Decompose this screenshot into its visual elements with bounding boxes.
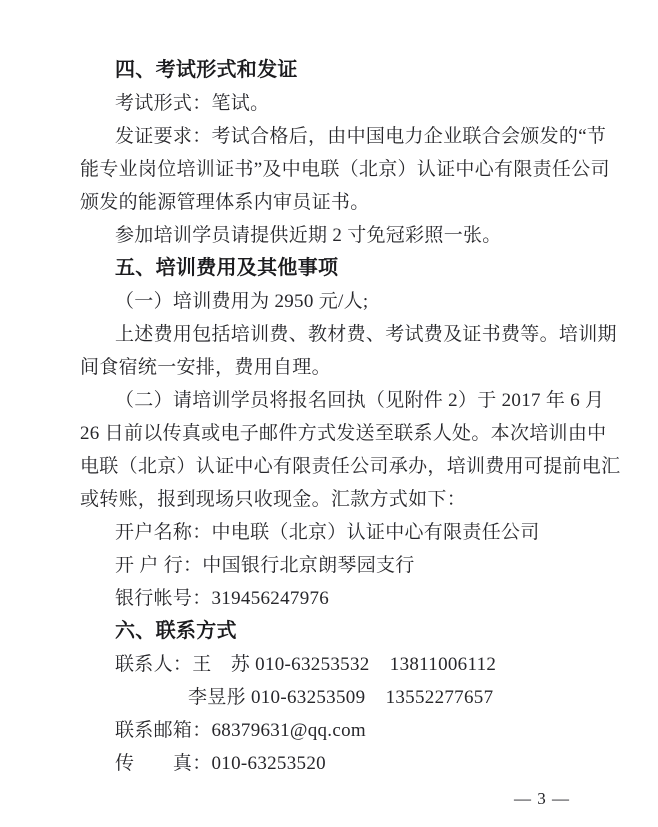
- section-heading-contact: 六、联系方式: [115, 620, 237, 642]
- doc-line-contact-person-2: 李昱彤 010-63253509 13552277657: [188, 687, 494, 708]
- doc-line-certificate-req-2: 能专业岗位培训证书”及中电联（北京）认证中心有限责任公司: [80, 159, 610, 180]
- doc-line-registration-1: （二）请培训学员将报名回执（见附件 2）于 2017 年 6 月: [115, 390, 605, 411]
- doc-line-exam-format: 考试形式：笔试。: [115, 93, 270, 114]
- doc-line-photo-requirement: 参加培训学员请提供近期 2 寸免冠彩照一张。: [115, 225, 502, 246]
- doc-line-bank-account-number: 银行帐号：319456247976: [115, 588, 330, 609]
- doc-line-registration-3: 电联（北京）认证中心有限责任公司承办，培训费用可提前电汇: [80, 456, 621, 477]
- doc-line-bank-name: 开 户 行：中国银行北京朗琴园支行: [115, 555, 415, 576]
- doc-line-registration-2: 26 日前以传真或电子邮件方式发送至联系人处。本次培训由中: [80, 423, 607, 444]
- doc-line-fee-amount: （一）培训费用为 2950 元/人;: [115, 291, 369, 312]
- doc-line-contact-fax: 传 真：010-63253520: [115, 753, 326, 774]
- doc-line-fee-includes-2: 间食宿统一安排，费用自理。: [80, 357, 331, 378]
- section-heading-exam-and-certificate: 四、考试形式和发证: [115, 59, 298, 81]
- doc-line-fee-includes-1: 上述费用包括培训费、教材费、考试费及证书费等。培训期: [115, 324, 617, 345]
- page-number: — 3 —: [514, 789, 570, 808]
- doc-line-contact-person-1: 联系人：王 苏 010-63253532 13811006112: [115, 654, 497, 675]
- doc-line-certificate-req-1: 发证要求：考试合格后，由中国电力企业联合会颁发的“节: [115, 126, 607, 147]
- doc-line-account-name: 开户名称：中电联（北京）认证中心有限责任公司: [115, 522, 540, 543]
- doc-line-contact-email: 联系邮箱：68379631@qq.com: [115, 720, 366, 741]
- section-heading-fees: 五、培训费用及其他事项: [115, 257, 339, 279]
- doc-line-registration-4: 或转账，报到现场只收现金。汇款方式如下：: [80, 489, 467, 510]
- document-body: [80, 54, 621, 780]
- doc-line-certificate-req-3: 颁发的能源管理体系内审员证书。: [80, 192, 370, 213]
